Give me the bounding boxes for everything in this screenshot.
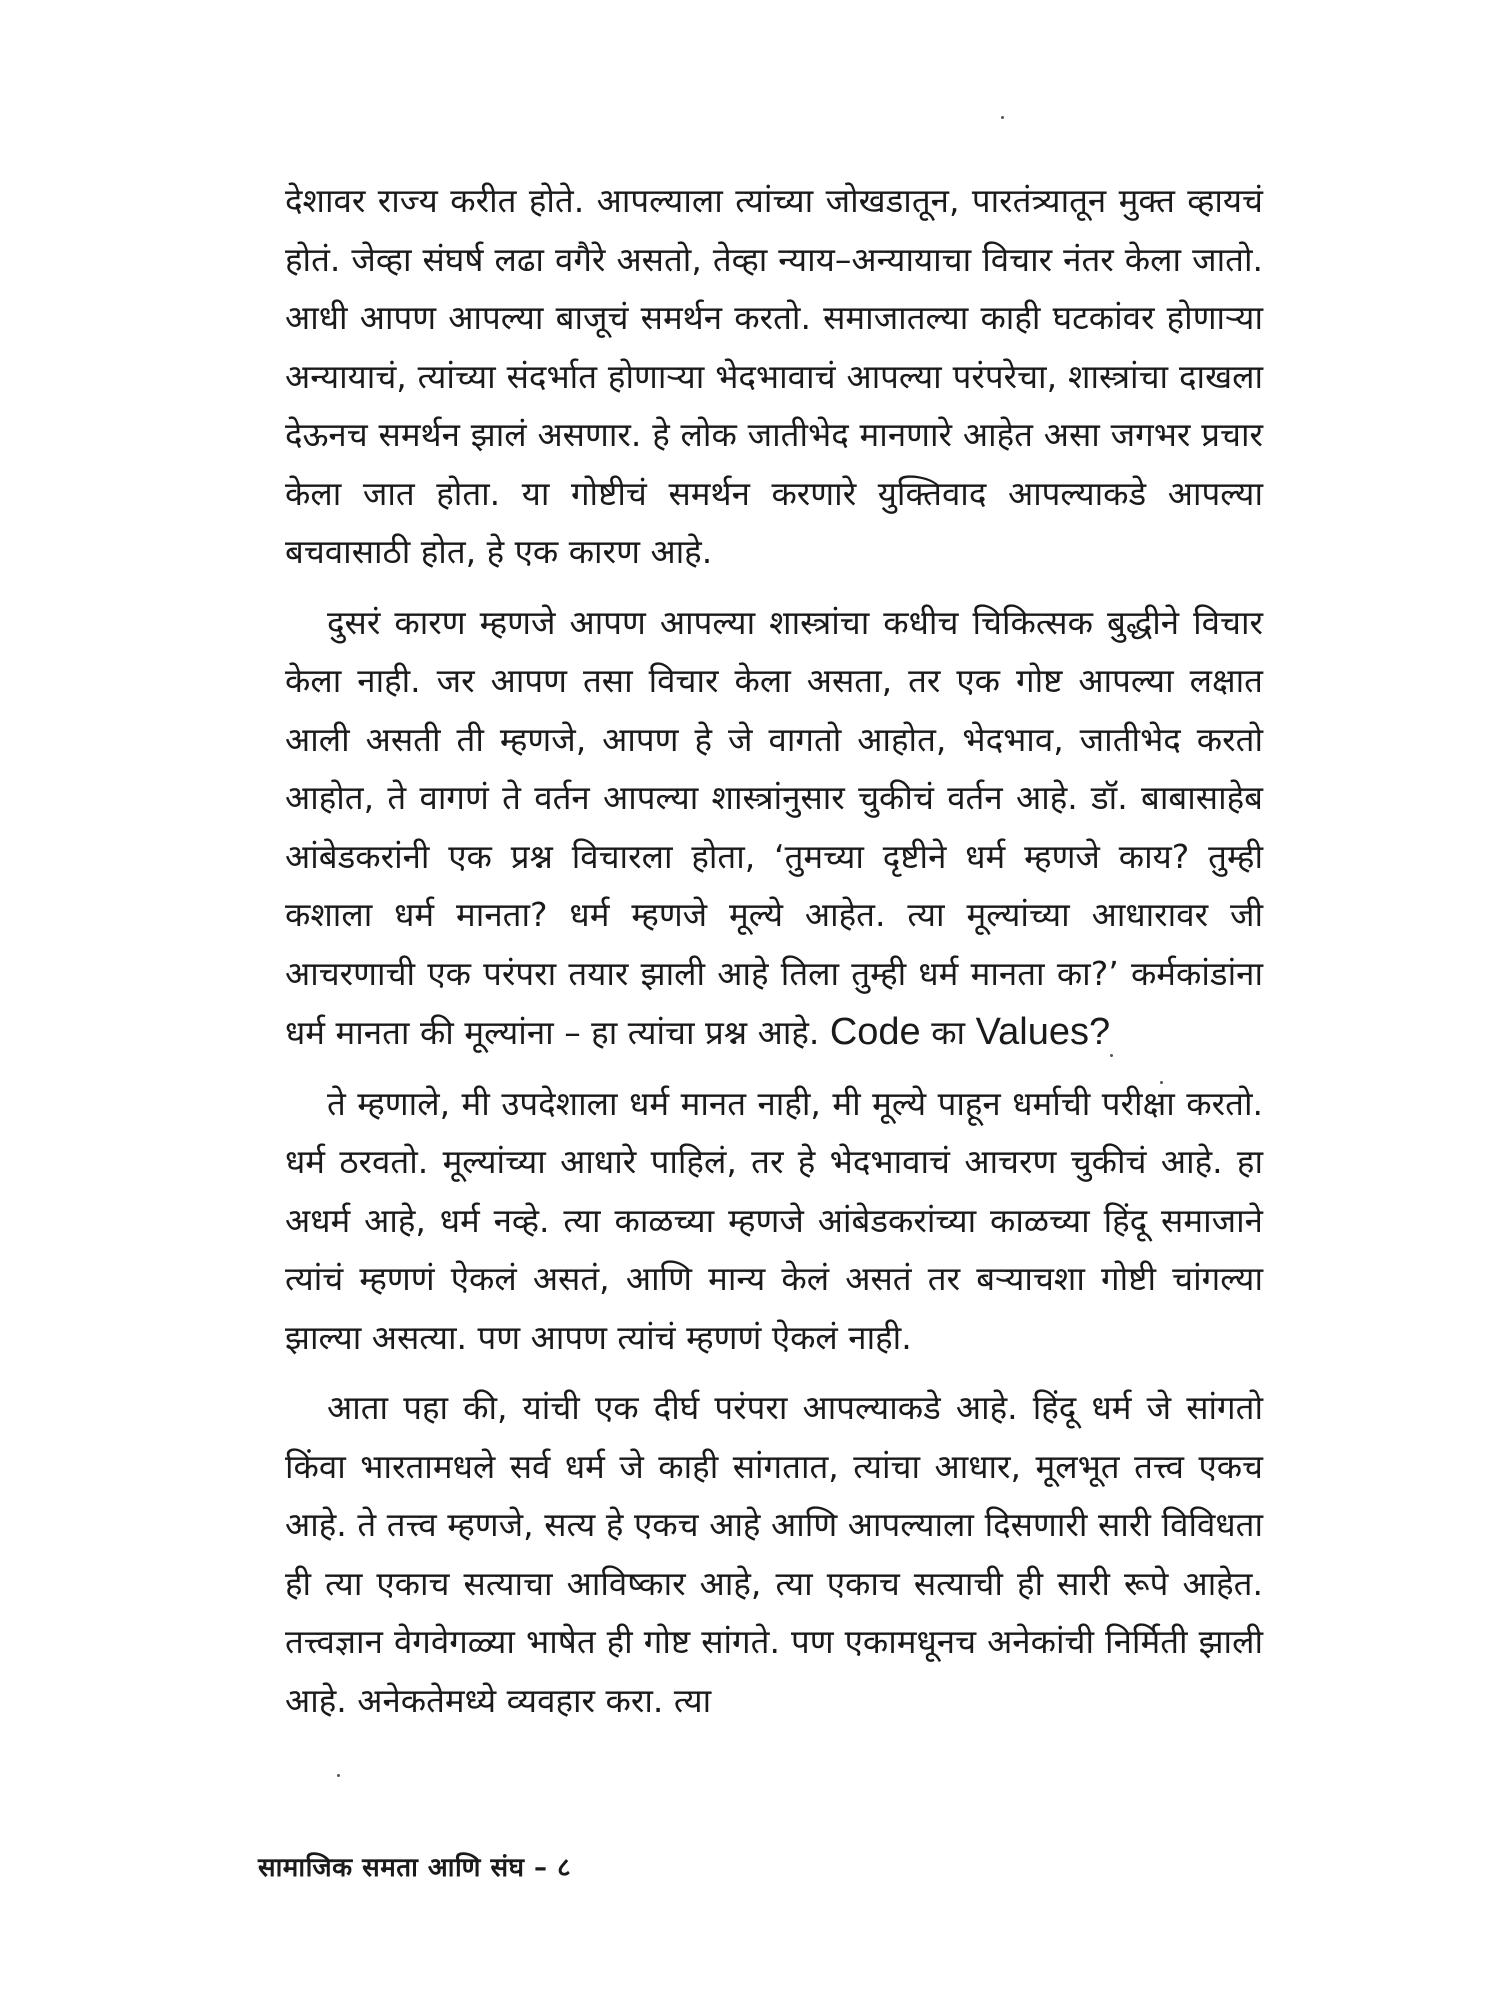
scan-speck (1001, 116, 1004, 119)
paragraph-2 (285, 594, 1263, 1063)
paragraph-4: आता पहा की, यांची एक दीर्घ परंपरा आपल्याकडे आहे. हिंदू धर्म जे सांगतो किंवा भारतामधले सर्व धर्म जे काही सांगतात, त्यांचा आधार, मूलभूत तत्त्व एकच आहे. ते तत्त्व म्हणजे, सत्य हे एकच आहे आणि आपल्याला दिसणारी सारी विविधता ही त्या एकाच सत्याचा आविष्कार आहे, त्या एकाच सत्याची ही सारी रूपे आहेत. तत्त्वज्ञान वेगवेगळ्या भाषेत ही गोष्ट सांगते. पण एकामधूनच अनेकांची निर्मिती झाली आहे. अनेकतेमध्ये व्यवहार करा. त्या (285, 1388, 1263, 1720)
values-word: Values? (975, 1011, 1111, 1053)
code-word: Code (829, 1011, 921, 1053)
scan-speck (337, 1774, 340, 1777)
paragraph-1: देशावर राज्य करीत होते. आपल्याला त्यांच्या जोखडातून, पारतंत्र्यातून मुक्त व्हायचं होतं. जेव्हा संघर्ष लढा वगैरे असतो, तेव्हा न्याय–अन्यायाचा विचार नंतर केला जातो. आधी आपण आपल्या बाजूचं समर्थन करतो. समाजातल्या काही घटकांवर होणाऱ्या अन्यायाचं, त्यांच्या संदर्भात होणाऱ्या भेदभावाचं आपल्या परंपरेचा, शास्त्रांचा दाखला देऊनच समर्थन झालं असणार. हे लोक जातीभेद मानणारे आहेत असा जगभर प्रचार केला जात होता. या गोष्टीचं समर्थन करणारे युक्तिवाद आपल्याकडे आपल्या बचवासाठी होत, हे एक कारण आहे. (285, 181, 1263, 571)
page-footer: सामाजिक समता आणि संघ – ८ (258, 1853, 572, 1883)
page-body (285, 172, 1263, 1730)
paragraph-2-text: दुसरं कारण म्हणजे आपण आपल्या शास्त्रांचा कधीच चिकित्सक बुद्धीने विचार केला नाही. जर आपण तसा विचार केला असता, तर एक गोष्ट आपल्या लक्षात आली असती ती म्हणजे, आपण हे जे वागतो आहोत, भेदभाव, जातीभेद करतो आहोत, ते वागणं ते वर्तन आपल्या शास्त्रांनुसार चुकीचं वर्तन आहे. डॉ. बाबासाहेब आंबेडकरांनी एक प्रश्न विचारला होता, ‘तुमच्या दृष्टीने धर्म म्हणजे काय? तुम्ही कशाला धर्म मानता? धर्म म्हणजे मूल्ये आहेत. त्या मूल्यांच्या आधारावर जी आचरणाची एक परंपरा तयार झाली आहे तिला तुम्ही धर्म मानता का?’ कर्मकांडांना धर्म मानता की मूल्यांना – हा त्यांचा प्रश्न आहे. (285, 602, 1263, 1052)
paragraph-3: ते म्हणाले, मी उपदेशाला धर्म मानत नाही, मी मूल्ये पाहून धर्माची परीक्षा करतो. धर्म ठरवतो. मूल्यांच्या आधारे पाहिलं, तर हे भेदभावाचं आचरण चुकीचं आहे. हा अधर्म आहे, धर्म नव्हे. त्या काळच्या म्हणजे आंबेडकरांच्या काळच्या हिंदू समाजाने त्यांचं म्हणणं ऐकलं असतं, आणि मान्य केलं असतं तर बऱ्याचशा गोष्टी चांगल्या झाल्या असत्या. पण आपण त्यांचं म्हणणं ऐकलं नाही. (285, 1083, 1263, 1357)
ka-word: का (931, 1013, 966, 1052)
